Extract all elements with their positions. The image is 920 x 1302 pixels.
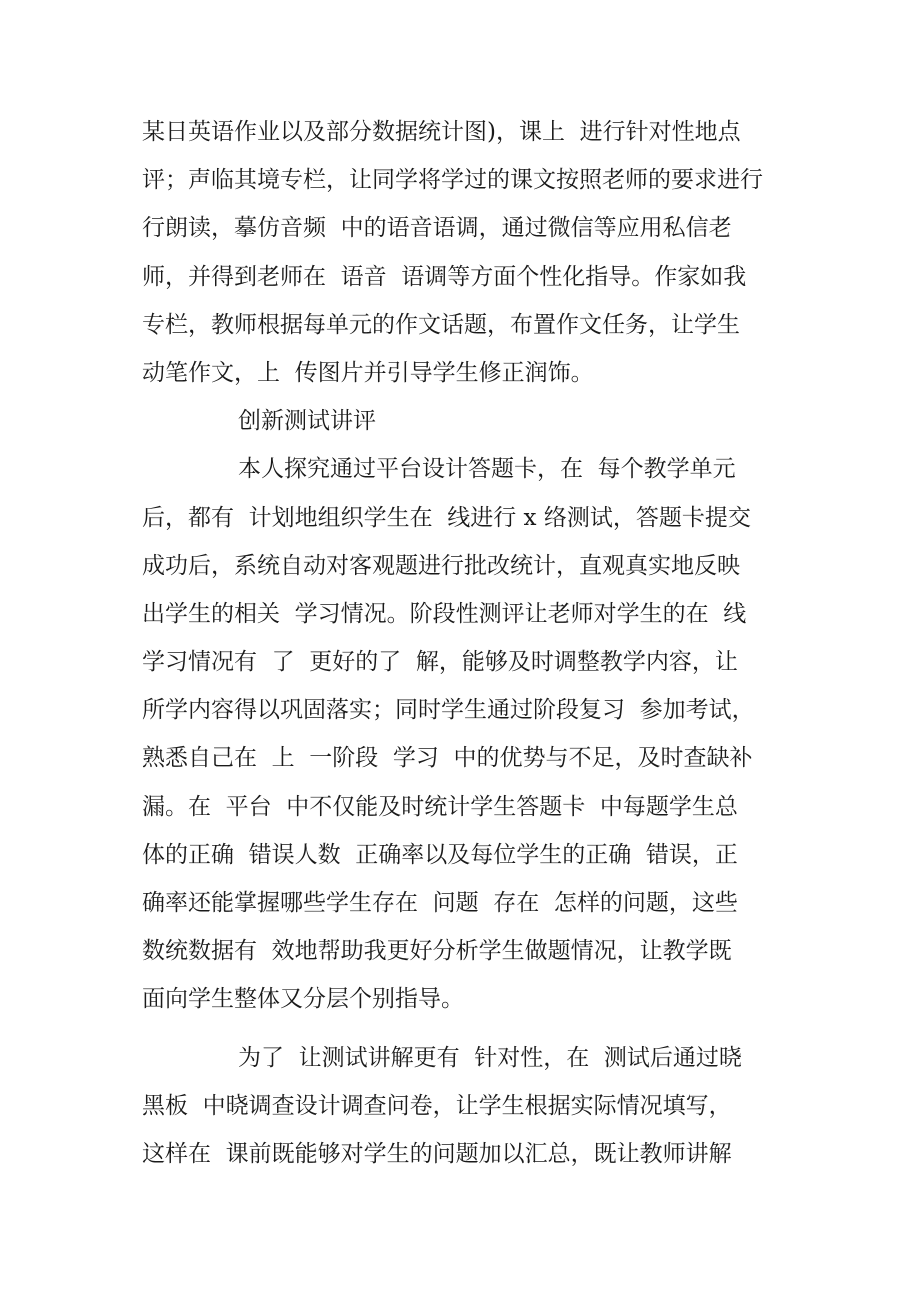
- paragraph-gap: [142, 1028, 782, 1038]
- text-line: 行朗读，摹仿音频 中的语音语调，通过微信等应用私信老: [142, 215, 732, 242]
- text-line: 评；声临其境专栏，让同学将学过的课文按照老师的要求进行: [142, 167, 763, 194]
- text-line: 师，并得到老师在 语音 语调等方面个性化指导。作家如我: [142, 263, 747, 290]
- text-line: 确率还能掌握哪些学生存在 问题 存在 怎样的问题，这些: [142, 890, 738, 916]
- text-line: 出学生的相关 学习情况。阶段性测评让老师对学生的在 线: [142, 600, 747, 627]
- text-line: 面向学生整体又分层个别指导。: [142, 986, 464, 1013]
- text-line: 某日英语作业以及部分数据统计图)，课上 进行针对性地点: [142, 119, 741, 145]
- text-line: 熟悉自己在 上 一阶段 学习 中的优势与不足，及时查缺补: [142, 745, 753, 772]
- text-line: 成功后，系统自动对客观题进行批改统计，直观真实地反映: [142, 552, 740, 579]
- section-heading: 创新测试讲评: [238, 408, 376, 435]
- text-line: 数统数据有 效地帮助我更好分析学生做题情况，让教学既: [142, 938, 732, 965]
- text-line: 漏。在 平台 中不仅能及时统计学生答题卡 中每题学生总: [142, 793, 738, 820]
- text-line: 体的正确 错误人数 正确率以及每位学生的正确 错误，正: [142, 841, 738, 868]
- text-line: 所学内容得以巩固落实；同时学生通过阶段复习 参加考试，: [142, 697, 755, 724]
- text-line: 专栏，教师根据每单元的作文话题，布置作文任务，让学生: [142, 311, 740, 338]
- text-line: 动笔作文，上 传图片并引导学生修正润饰。: [142, 359, 594, 386]
- text-line: 黑板 中晓调查设计调查问卷，让学生根据实际情况填写，: [142, 1092, 732, 1119]
- text-line: 本人探究通过平台设计答题卡，在 每个教学单元: [238, 456, 736, 483]
- text-line: 学习情况有 了 更好的了 解，能够及时调整教学内容，让: [142, 649, 738, 676]
- text-line: 后，都有 计划地组织学生在 线进行 x 络测试，答题卡提交: [142, 504, 751, 531]
- text-line: 这样在 课前既能够对学生的问题加以汇总，既让教师讲解: [142, 1140, 732, 1167]
- document-body: [142, 112, 782, 1182]
- text-line: 为了 让测试讲解更有 针对性，在 测试后通过晓: [238, 1044, 742, 1071]
